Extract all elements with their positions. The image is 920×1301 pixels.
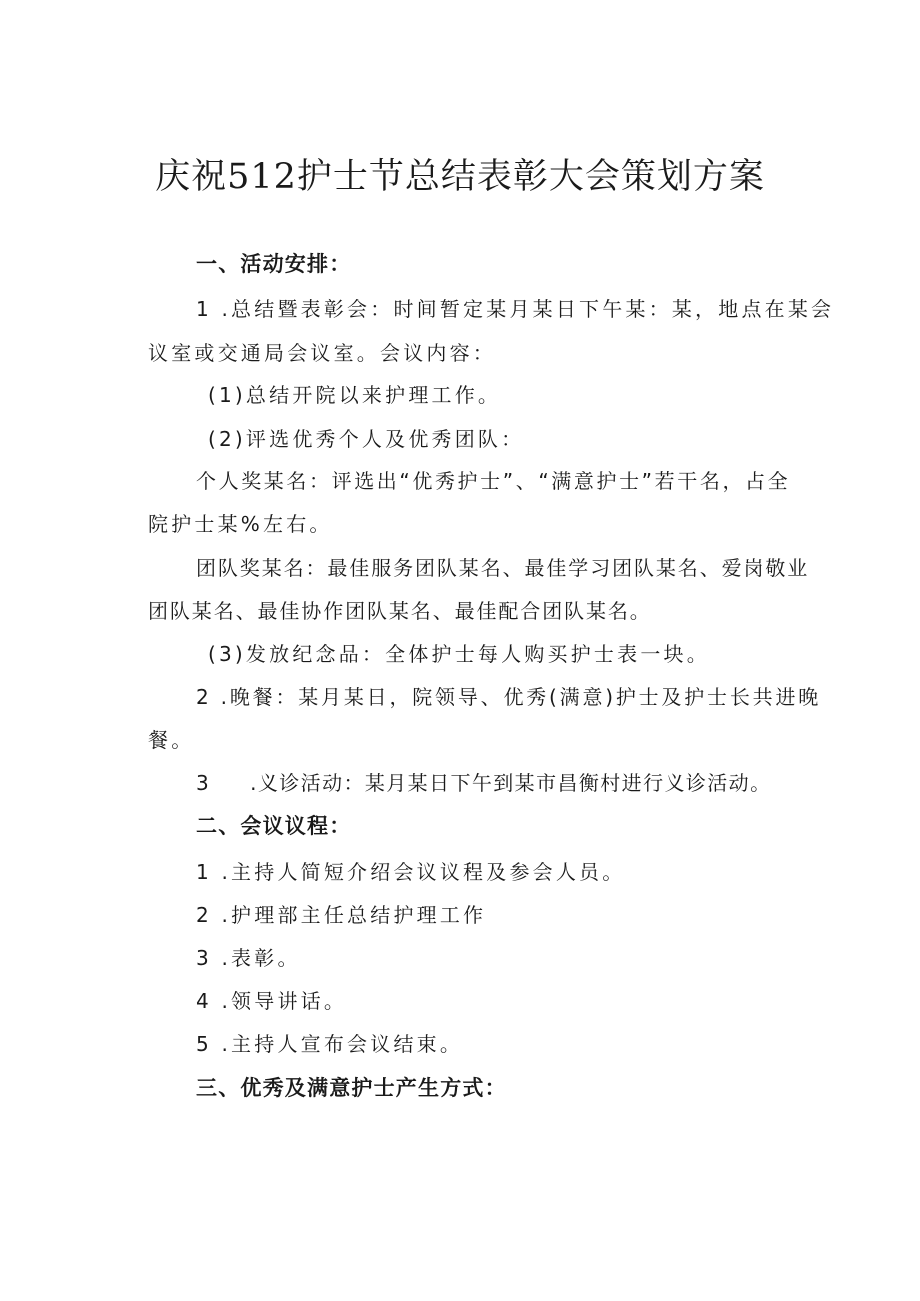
- list-item: 4 .领导讲话。: [196, 989, 348, 1013]
- paragraph-line: 议室或交通局会议室。会议内容：: [148, 341, 496, 365]
- section-heading-activities: 一、活动安排：: [196, 252, 352, 276]
- list-item: 5 .主持人宣布会议结束。: [196, 1032, 464, 1056]
- paragraph-line: 院护士某%左右。: [148, 512, 333, 536]
- list-item: 2 .护理部主任总结护理工作: [196, 903, 487, 927]
- section-heading-agenda: 二、会议议程：: [196, 814, 352, 838]
- list-item: (2)评选优秀个人及优秀团队：: [208, 427, 525, 451]
- paragraph-line: 团队某名、最佳协作团队某名、最佳配合团队某名。: [148, 599, 652, 623]
- paragraph-line: 餐。: [148, 728, 195, 752]
- list-item-3: [196, 768, 771, 798]
- paragraph-line: 团队奖某名：最佳服务团队某名、最佳学习团队某名、爱岗敬业: [196, 556, 810, 580]
- list-item-number: 3: [196, 771, 211, 795]
- paragraph-line: 个人奖某名：评选出“优秀护士”、“满意护士”若干名，占全: [196, 469, 791, 493]
- list-item: (3)发放纪念品：全体护士每人购买护士表一块。: [208, 642, 710, 666]
- list-item: (1)总结开院以来护理工作。: [208, 383, 502, 407]
- document-title: 庆祝512护士节总结表彰大会策划方案: [155, 157, 765, 197]
- list-item: 3 .表彰。: [196, 946, 301, 970]
- list-item: 1 .主持人简短介绍会议议程及参会人员。: [196, 860, 626, 884]
- paragraph-line: 1 .总结暨表彰会：时间暂定某月某日下午某：某，地点在某会: [196, 297, 835, 321]
- list-item-text: .义诊活动：某月某日下午到某市昌衡村进行义诊活动。: [250, 771, 772, 795]
- section-heading-selection: 三、优秀及满意护士产生方式：: [196, 1076, 507, 1100]
- paragraph-line: 2 .晚餐：某月某日，院领导、优秀(满意)护士及护士长共进晚: [196, 685, 822, 709]
